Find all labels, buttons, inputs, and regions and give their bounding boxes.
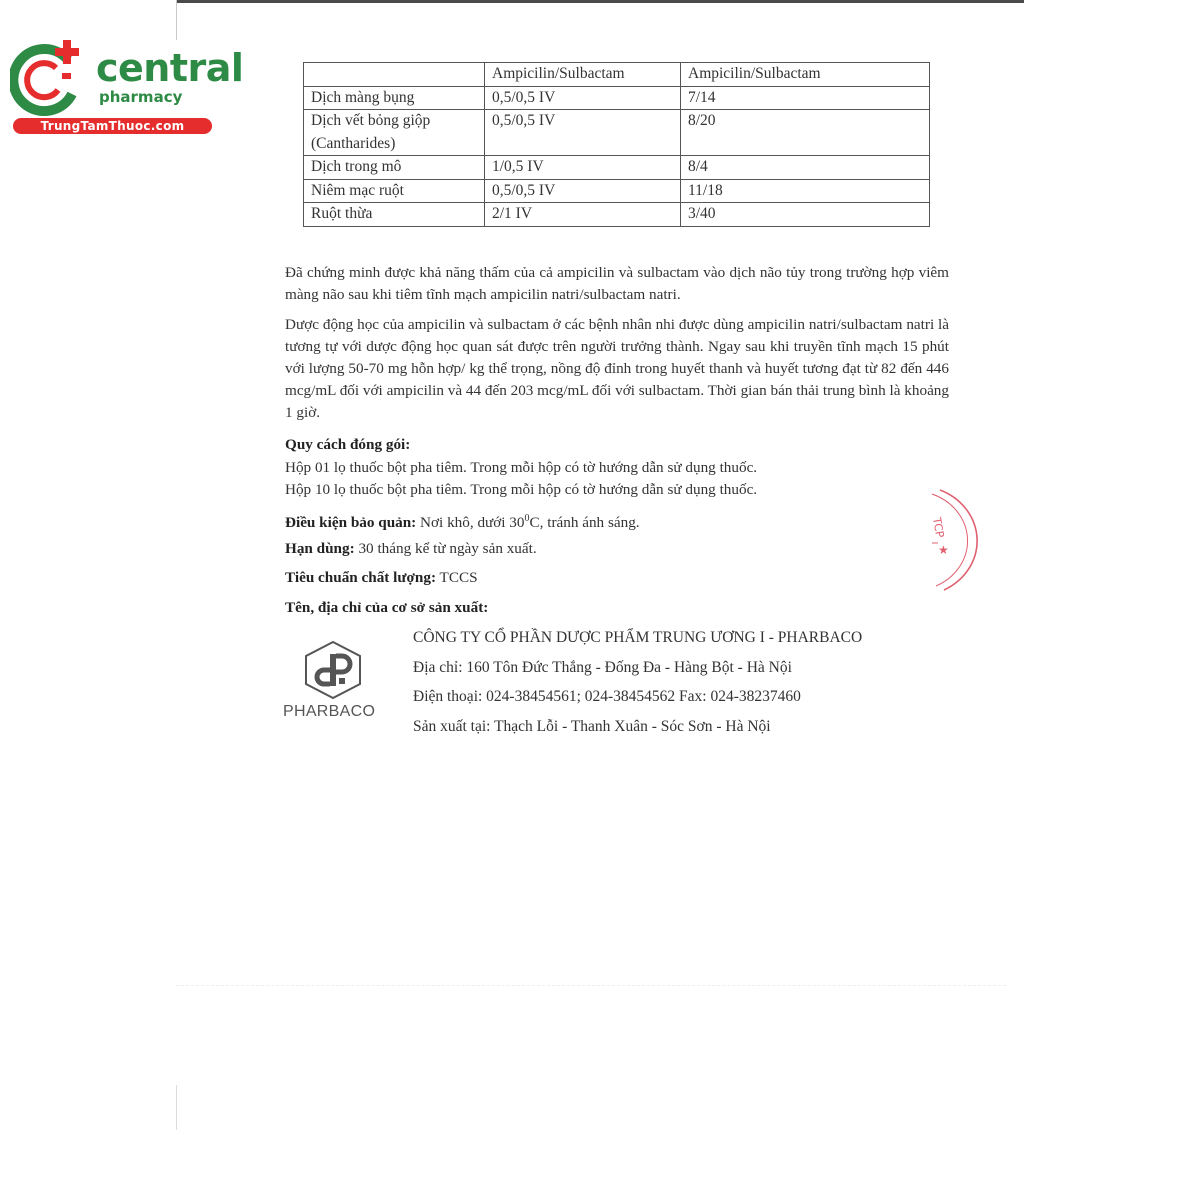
company-name: CÔNG TY CỔ PHẦN DƯỢC PHẨM TRUNG ƯƠNG I - PHARBACO xyxy=(413,629,863,646)
table-header-cell xyxy=(304,63,485,87)
table-cell-site: Dịch trong mô xyxy=(304,156,485,180)
paragraph-csf-penetration: Đã chứng minh được khả năng thấm của cả ampicilin và sulbactam vào dịch não tủy trong trường hợp viêm màng não sau khi tiêm tĩnh mạch ampicilin natri/sulbactam natri. xyxy=(285,264,949,303)
concentration-table xyxy=(303,62,930,227)
table-cell-dose: 0,5/0,5 IV xyxy=(485,179,681,203)
table-cell-ratio: 8/20 xyxy=(681,110,930,156)
table-header-cell: Ampicilin/Sulbactam xyxy=(681,63,930,87)
page-edge-left xyxy=(176,0,177,40)
expiry-value: 30 tháng kể từ ngày sản xuất. xyxy=(354,540,537,557)
table-cell-dose: 1/0,5 IV xyxy=(485,156,681,180)
stamp-seal-icon xyxy=(930,488,990,593)
brand-name: central xyxy=(96,46,244,90)
table-cell-ratio: 7/14 xyxy=(681,86,930,110)
table-row xyxy=(304,156,930,180)
packaging-line: Hộp 10 lọ thuốc bột pha tiêm. Trong mỗi hộp có tờ hướng dẫn sử dụng thuốc. xyxy=(285,481,758,498)
table-row xyxy=(304,179,930,203)
table-cell-site: Ruột thừa xyxy=(304,203,485,227)
company-address: Địa chỉ: 160 Tôn Đức Thắng - Đống Đa - Hàng Bột - Hà Nội xyxy=(413,659,792,676)
table-cell-dose: 0,5/0,5 IV xyxy=(485,110,681,156)
expiry-line xyxy=(285,538,537,560)
website-badge[interactable]: TrungTamThuoc.com xyxy=(13,118,212,134)
standard-label: Tiêu chuẩn chất lượng: xyxy=(285,569,437,586)
brand-subtitle: pharmacy xyxy=(99,88,183,106)
svg-text:TCP: TCP xyxy=(930,516,947,539)
storage-line xyxy=(285,508,640,534)
svg-text:★: ★ xyxy=(938,543,949,557)
packaging-label: Quy cách đóng gói: xyxy=(285,436,411,453)
table-cell-dose: 2/1 IV xyxy=(485,203,681,227)
standard-value: TCCS xyxy=(436,569,478,586)
expiry-label: Hạn dùng: xyxy=(285,540,355,557)
packaging-heading xyxy=(285,434,410,456)
table-cell-site: Dịch màng bụng xyxy=(304,86,485,110)
table-cell-site xyxy=(304,110,485,156)
manufacturer-heading xyxy=(285,597,488,619)
table-row xyxy=(304,86,930,110)
packaging-line: Hộp 01 lọ thuốc bột pha tiêm. Trong mỗi hộp có tờ hướng dẫn sử dụng thuốc. xyxy=(285,459,758,476)
pharbaco-logo xyxy=(300,640,366,700)
storage-value: Nơi khô, dưới 30 xyxy=(416,514,525,532)
table-cell-ratio: 8/4 xyxy=(681,156,930,180)
pharbaco-hexagon-icon xyxy=(300,640,366,700)
table-row xyxy=(304,203,930,227)
factory-address: Sản xuất tại: Thạch Lỗi - Thanh Xuân - Sóc Sơn - Hà Nội xyxy=(413,718,771,735)
paragraph-pediatric-pk: Dược động học của ampicilin và sulbactam ở các bệnh nhân nhi được dùng ampicilin natri/sulbactam natri là tương tự với dược động học quan sát được trên người trưởng thành. Ngay sau khi truyền tĩnh mạch 15 phút với lượng 50-70 mg hỗn hợp/ kg thể trọng, nồng độ đỉnh trong huyết thanh và huyết tương đạt từ 82 đến 446 mcg/mL đối với ampicilin và 44 đến 203 mcg/mL đối với sulbactam. Thời gian bán thải trung bình là khoảng 1 giờ. xyxy=(285,316,949,421)
site-line: (Cantharides) xyxy=(311,134,396,152)
table-cell-dose: 0,5/0,5 IV xyxy=(485,86,681,110)
page-edge-left-bottom xyxy=(176,1085,177,1130)
company-stamp xyxy=(930,488,990,593)
table-header-cell: Ampicilin/Sulbactam xyxy=(485,63,681,87)
pharbaco-logo-text: PHARBACO xyxy=(283,703,376,720)
page-edge-top xyxy=(176,0,1024,3)
table-row xyxy=(304,110,930,156)
standard-line xyxy=(285,567,478,589)
company-phone: Điện thoại: 024-38454561; 024-38454562 Fax: 024-38237460 xyxy=(413,688,801,705)
storage-value-end: C, tránh ánh sáng. xyxy=(529,514,640,532)
storage-label: Điều kiện bảo quản: xyxy=(285,514,417,532)
manufacturer-label: Tên, địa chỉ của cơ sở sản xuất: xyxy=(285,599,489,616)
site-line: Dịch vết bỏng giộp xyxy=(311,112,431,129)
table-header-row xyxy=(304,63,930,87)
scan-artifact xyxy=(176,985,1006,987)
table-cell-ratio: 3/40 xyxy=(681,203,930,227)
table-cell-site: Niêm mạc ruột xyxy=(304,179,485,203)
table-cell-ratio: 11/18 xyxy=(681,179,930,203)
degree-sup: 0 xyxy=(524,513,530,524)
pharmacy-cross-icon xyxy=(10,38,96,116)
central-pharmacy-logo[interactable] xyxy=(10,38,244,138)
